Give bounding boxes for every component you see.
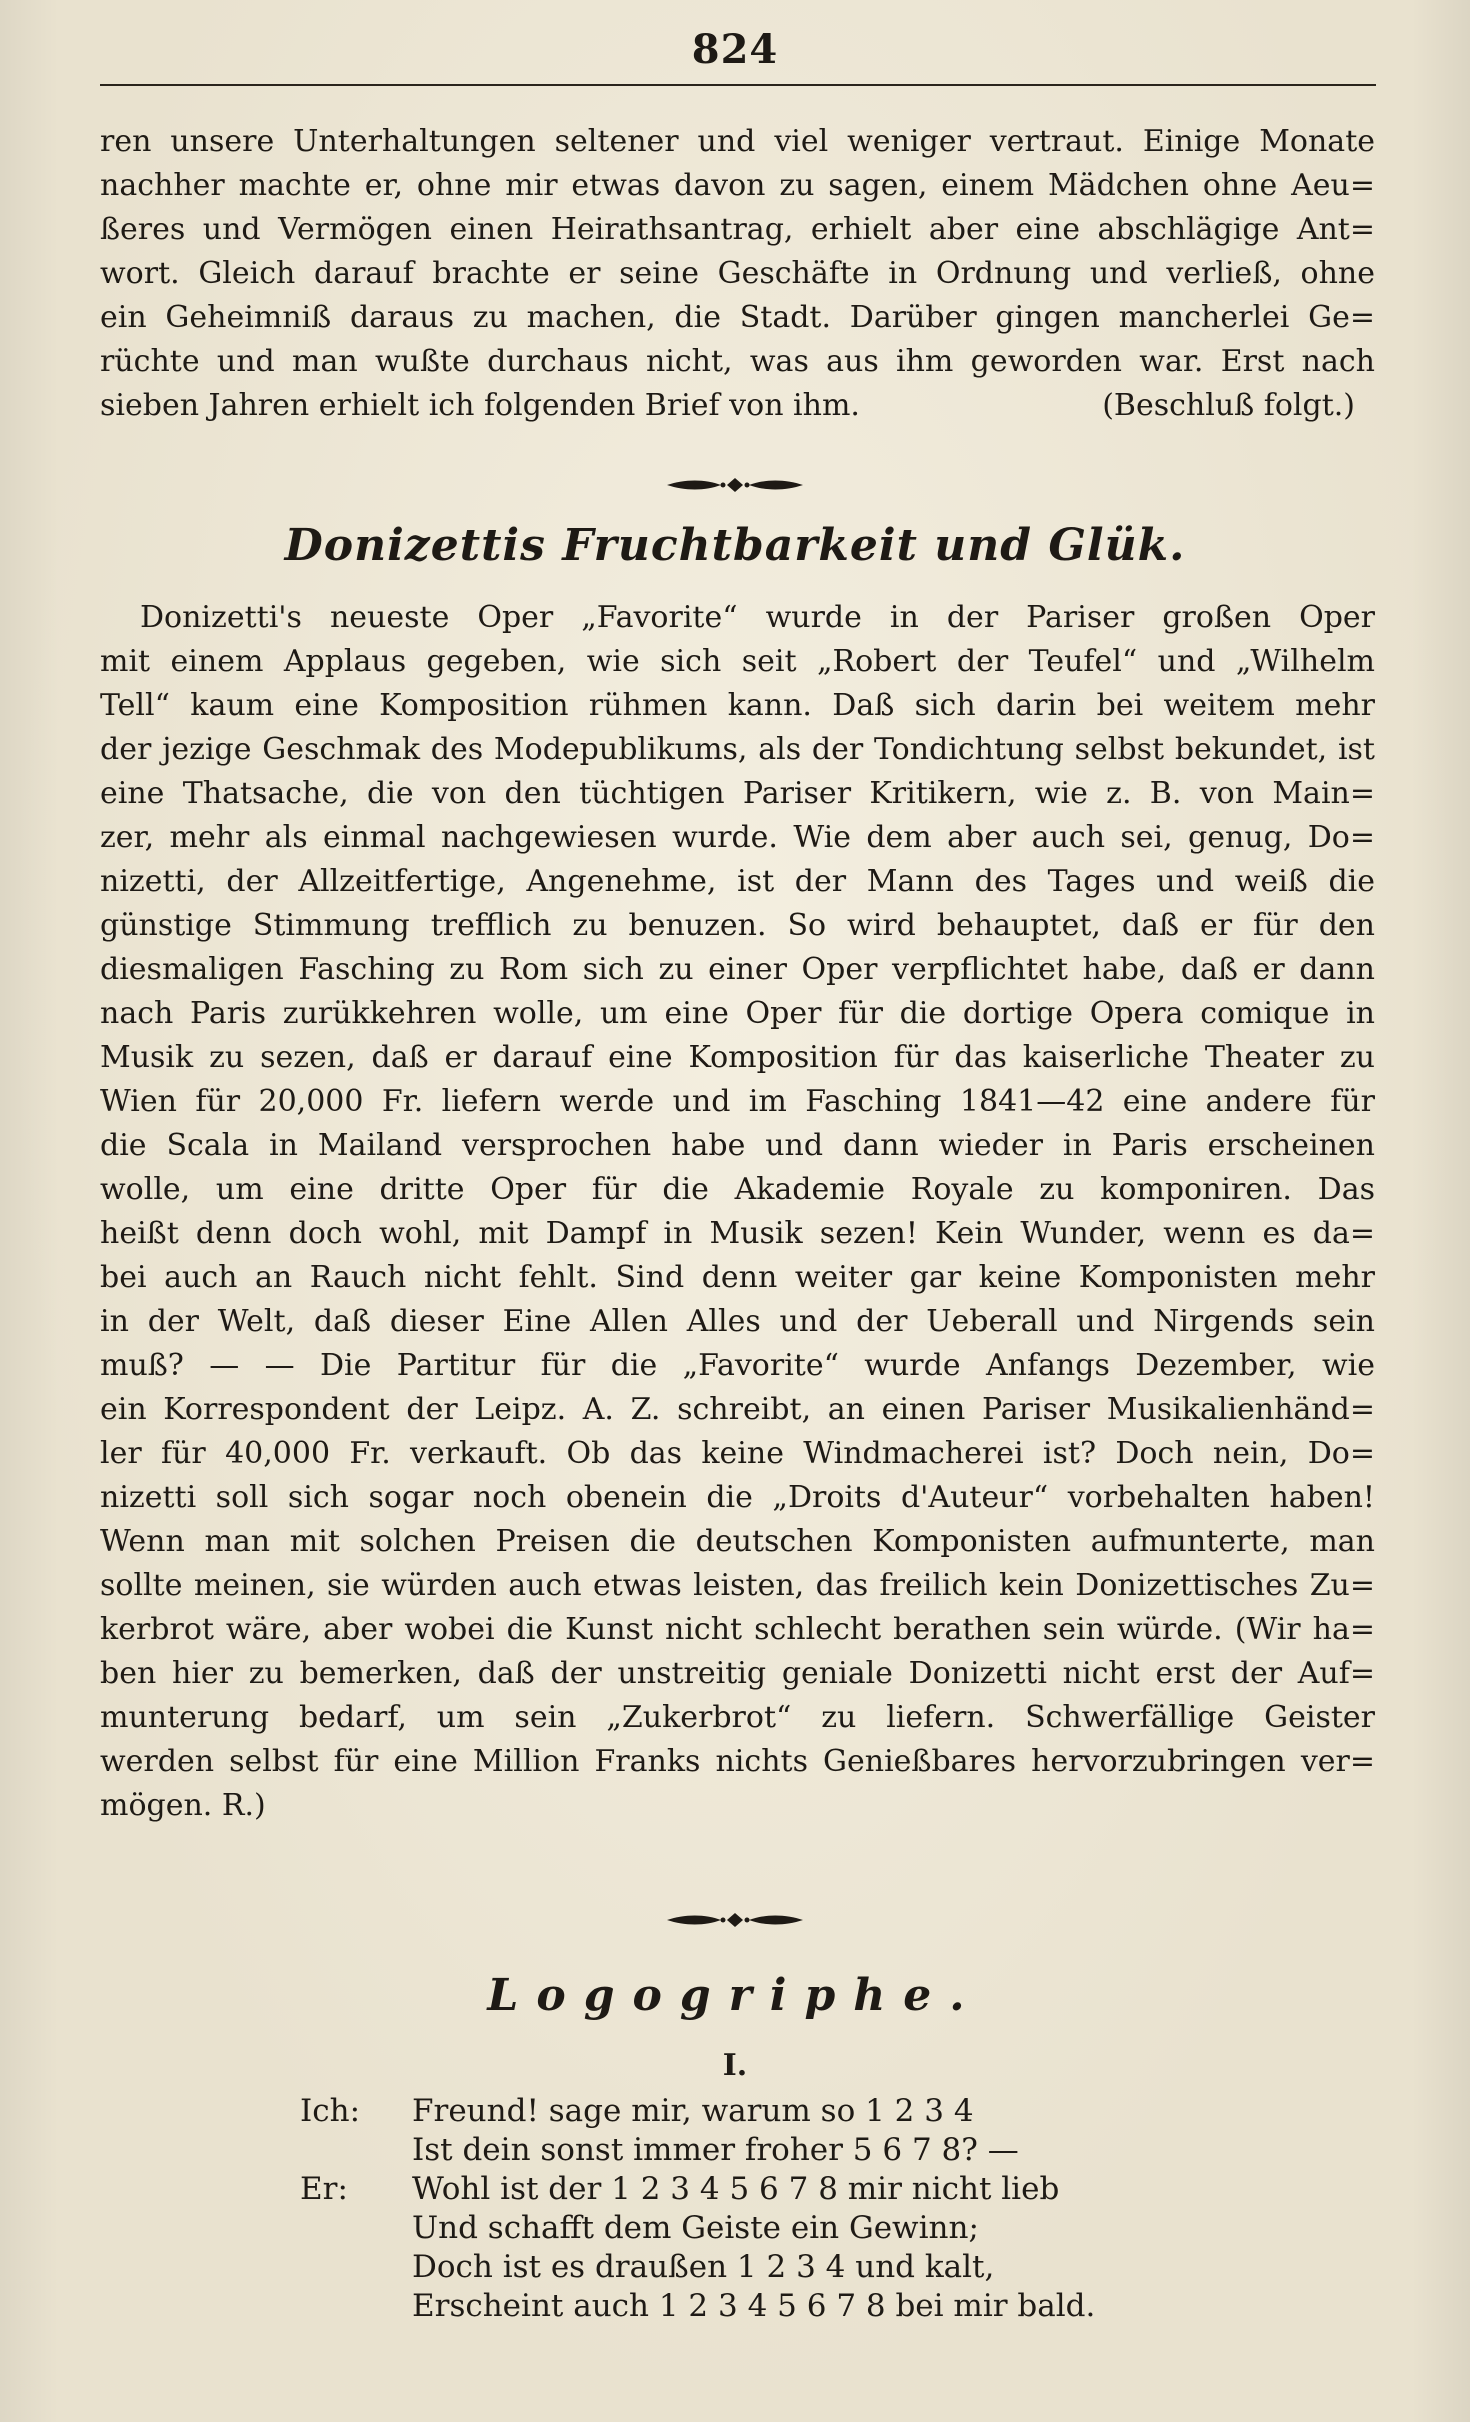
page-number: 824 (691, 26, 779, 73)
verse-line: Ist dein sonst immer froher 5 6 7 8? — (412, 2132, 1019, 2168)
continuation-text (100, 120, 1375, 428)
poem (300, 2092, 1200, 2326)
text-line: ein Korrespondent der Leipz. A. Z. schreibt, an einen Pariser Musikalienhänd= (100, 1392, 1375, 1427)
section-number: I. (722, 2048, 748, 2083)
text-line: diesmaligen Fasching zu Rom sich zu einer Oper verpflichtet habe, daß er dann (100, 952, 1375, 987)
text-line: wolle, um eine dritte Oper für die Akademie Royale zu komponiren. Das (100, 1172, 1375, 1207)
poem-row (300, 2248, 1200, 2287)
text-line-last (100, 384, 1375, 428)
speaker-label (300, 2131, 412, 2170)
article-body (100, 596, 1375, 1828)
text-line: ler für 40,000 Fr. verkauft. Ob das keine Windmacherei ist? Doch nein, Do= (100, 1436, 1375, 1471)
speaker-label: Er: (300, 2171, 348, 2207)
poem-row (300, 2287, 1200, 2326)
text-line: günstige Stimmung trefflich zu benuzen. So wird behauptet, daß er für den (100, 908, 1375, 943)
last-line-text: sieben Jahren erhielt ich folgenden Brief von ihm. (100, 388, 860, 423)
text-line: nizetti soll sich sogar noch obenein die „Droits d'Auteur“ vorbehalten haben! (100, 1480, 1375, 1515)
text-line: muß? — — Die Partitur für die „Favorite“ wurde Anfangs Dezember, wie (100, 1348, 1375, 1383)
text-line: Musik zu sezen, daß er darauf eine Komposition für das kaiserliche Theater zu (100, 1040, 1375, 1075)
speaker-label (300, 2287, 412, 2326)
text-line: zer, mehr als einmal nachgewiesen wurde. Wie dem aber auch sei, genug, Do= (100, 820, 1375, 855)
header-rule (100, 84, 1376, 86)
text-line: bei auch an Rauch nicht fehlt. Sind denn weiter gar keine Komponisten mehr (100, 1260, 1375, 1295)
text-line: mit einem Applaus gegeben, wie sich seit „Robert der Teufel“ und „Wilhelm (100, 644, 1375, 679)
poem-row (300, 2170, 1200, 2209)
ornament-divider (0, 470, 1470, 500)
text-line: ren unsere Unterhaltungen seltener und viel weniger vertraut. Einige Monate (100, 124, 1375, 159)
text-line: kerbrot wäre, aber wobei die Kunst nicht schlecht berathen sein würde. (Wir ha= (100, 1612, 1375, 1647)
ornament-divider (0, 1905, 1470, 1935)
text-line: ben hier zu bemerken, daß der unstreitig geniale Donizetti nicht erst der Auf= (100, 1656, 1375, 1691)
section-title: Logogriphe. (487, 1970, 983, 2021)
ornament-icon (665, 1908, 805, 1932)
ornament-icon (665, 473, 805, 497)
text-line: werden selbst für eine Million Franks nichts Genießbares hervorzubringen ver= (100, 1744, 1375, 1779)
text-line: Wenn man mit solchen Preisen die deutschen Komponisten aufmunterte, man (100, 1524, 1375, 1559)
text-line: nizetti, der Allzeitfertige, Angenehme, ist der Mann des Tages und weiß die (100, 864, 1375, 899)
text-line: die Scala in Mailand versprochen habe und dann wieder in Paris erscheinen (100, 1128, 1375, 1163)
speaker-label (300, 2209, 412, 2248)
text-line: ein Geheimniß daraus zu machen, die Stadt. Darüber gingen mancherlei Ge= (100, 300, 1375, 335)
text-line: nach Paris zurükkehren wolle, um eine Oper für die dortige Opera comique in (100, 996, 1375, 1031)
article-title: Donizettis Fruchtbarkeit und Glük. (284, 520, 1186, 571)
text-line: nachher machte er, ohne mir etwas davon zu sagen, einem Mädchen ohne Aeu= (100, 168, 1375, 203)
verse-line: Doch ist es draußen 1 2 3 4 und kalt, (412, 2249, 995, 2285)
poem-row (300, 2092, 1200, 2131)
text-line: ßeres und Vermögen einen Heirathsantrag, erhielt aber eine abschlägige Ant= (100, 212, 1375, 247)
text-line: munterung bedarf, um sein „Zukerbrot“ zu liefern. Schwerfällige Geister (100, 1700, 1375, 1735)
text-line: Tell“ kaum eine Komposition rühmen kann. Daß sich darin bei weitem mehr (100, 688, 1375, 723)
text-line: Donizetti's neueste Oper „Favorite“ wurde in der Pariser großen Oper (140, 600, 1375, 635)
continued-note: (Beschluß folgt.) (1102, 388, 1355, 423)
text-line: in der Welt, daß dieser Eine Allen Alles und der Ueberall und Nirgends sein (100, 1304, 1375, 1339)
verse-line: Und schafft dem Geiste ein Gewinn; (412, 2210, 979, 2246)
text-line: sollte meinen, sie würden auch etwas leisten, das freilich kein Donizettisches Zu= (100, 1568, 1375, 1603)
text-line: heißt denn doch wohl, mit Dampf in Musik sezen! Kein Wunder, wenn es da= (100, 1216, 1375, 1251)
verse-line: Erscheint auch 1 2 3 4 5 6 7 8 bei mir bald. (412, 2288, 1096, 2324)
text-line: rüchte und man wußte durchaus nicht, was aus ihm geworden war. Erst nach (100, 344, 1375, 379)
text-line-last: mögen. R.) (100, 1788, 266, 1823)
poem-row (300, 2209, 1200, 2248)
verse-line: Freund! sage mir, warum so 1 2 3 4 (412, 2093, 974, 2129)
speaker-label (300, 2248, 412, 2287)
text-line: der jezige Geschmak des Modepublikums, als der Tondichtung selbst bekundet, ist (100, 732, 1375, 767)
verse-line: Wohl ist der 1 2 3 4 5 6 7 8 mir nicht lieb (412, 2171, 1060, 2207)
text-line: eine Thatsache, die von den tüchtigen Pariser Kritikern, wie z. B. von Main= (100, 776, 1375, 811)
poem-row (300, 2131, 1200, 2170)
text-line: Wien für 20,000 Fr. liefern werde und im Fasching 1841—42 eine andere für (100, 1084, 1375, 1119)
text-line: wort. Gleich darauf brachte er seine Geschäfte in Ordnung und verließ, ohne (100, 256, 1375, 291)
speaker-label: Ich: (300, 2093, 361, 2129)
